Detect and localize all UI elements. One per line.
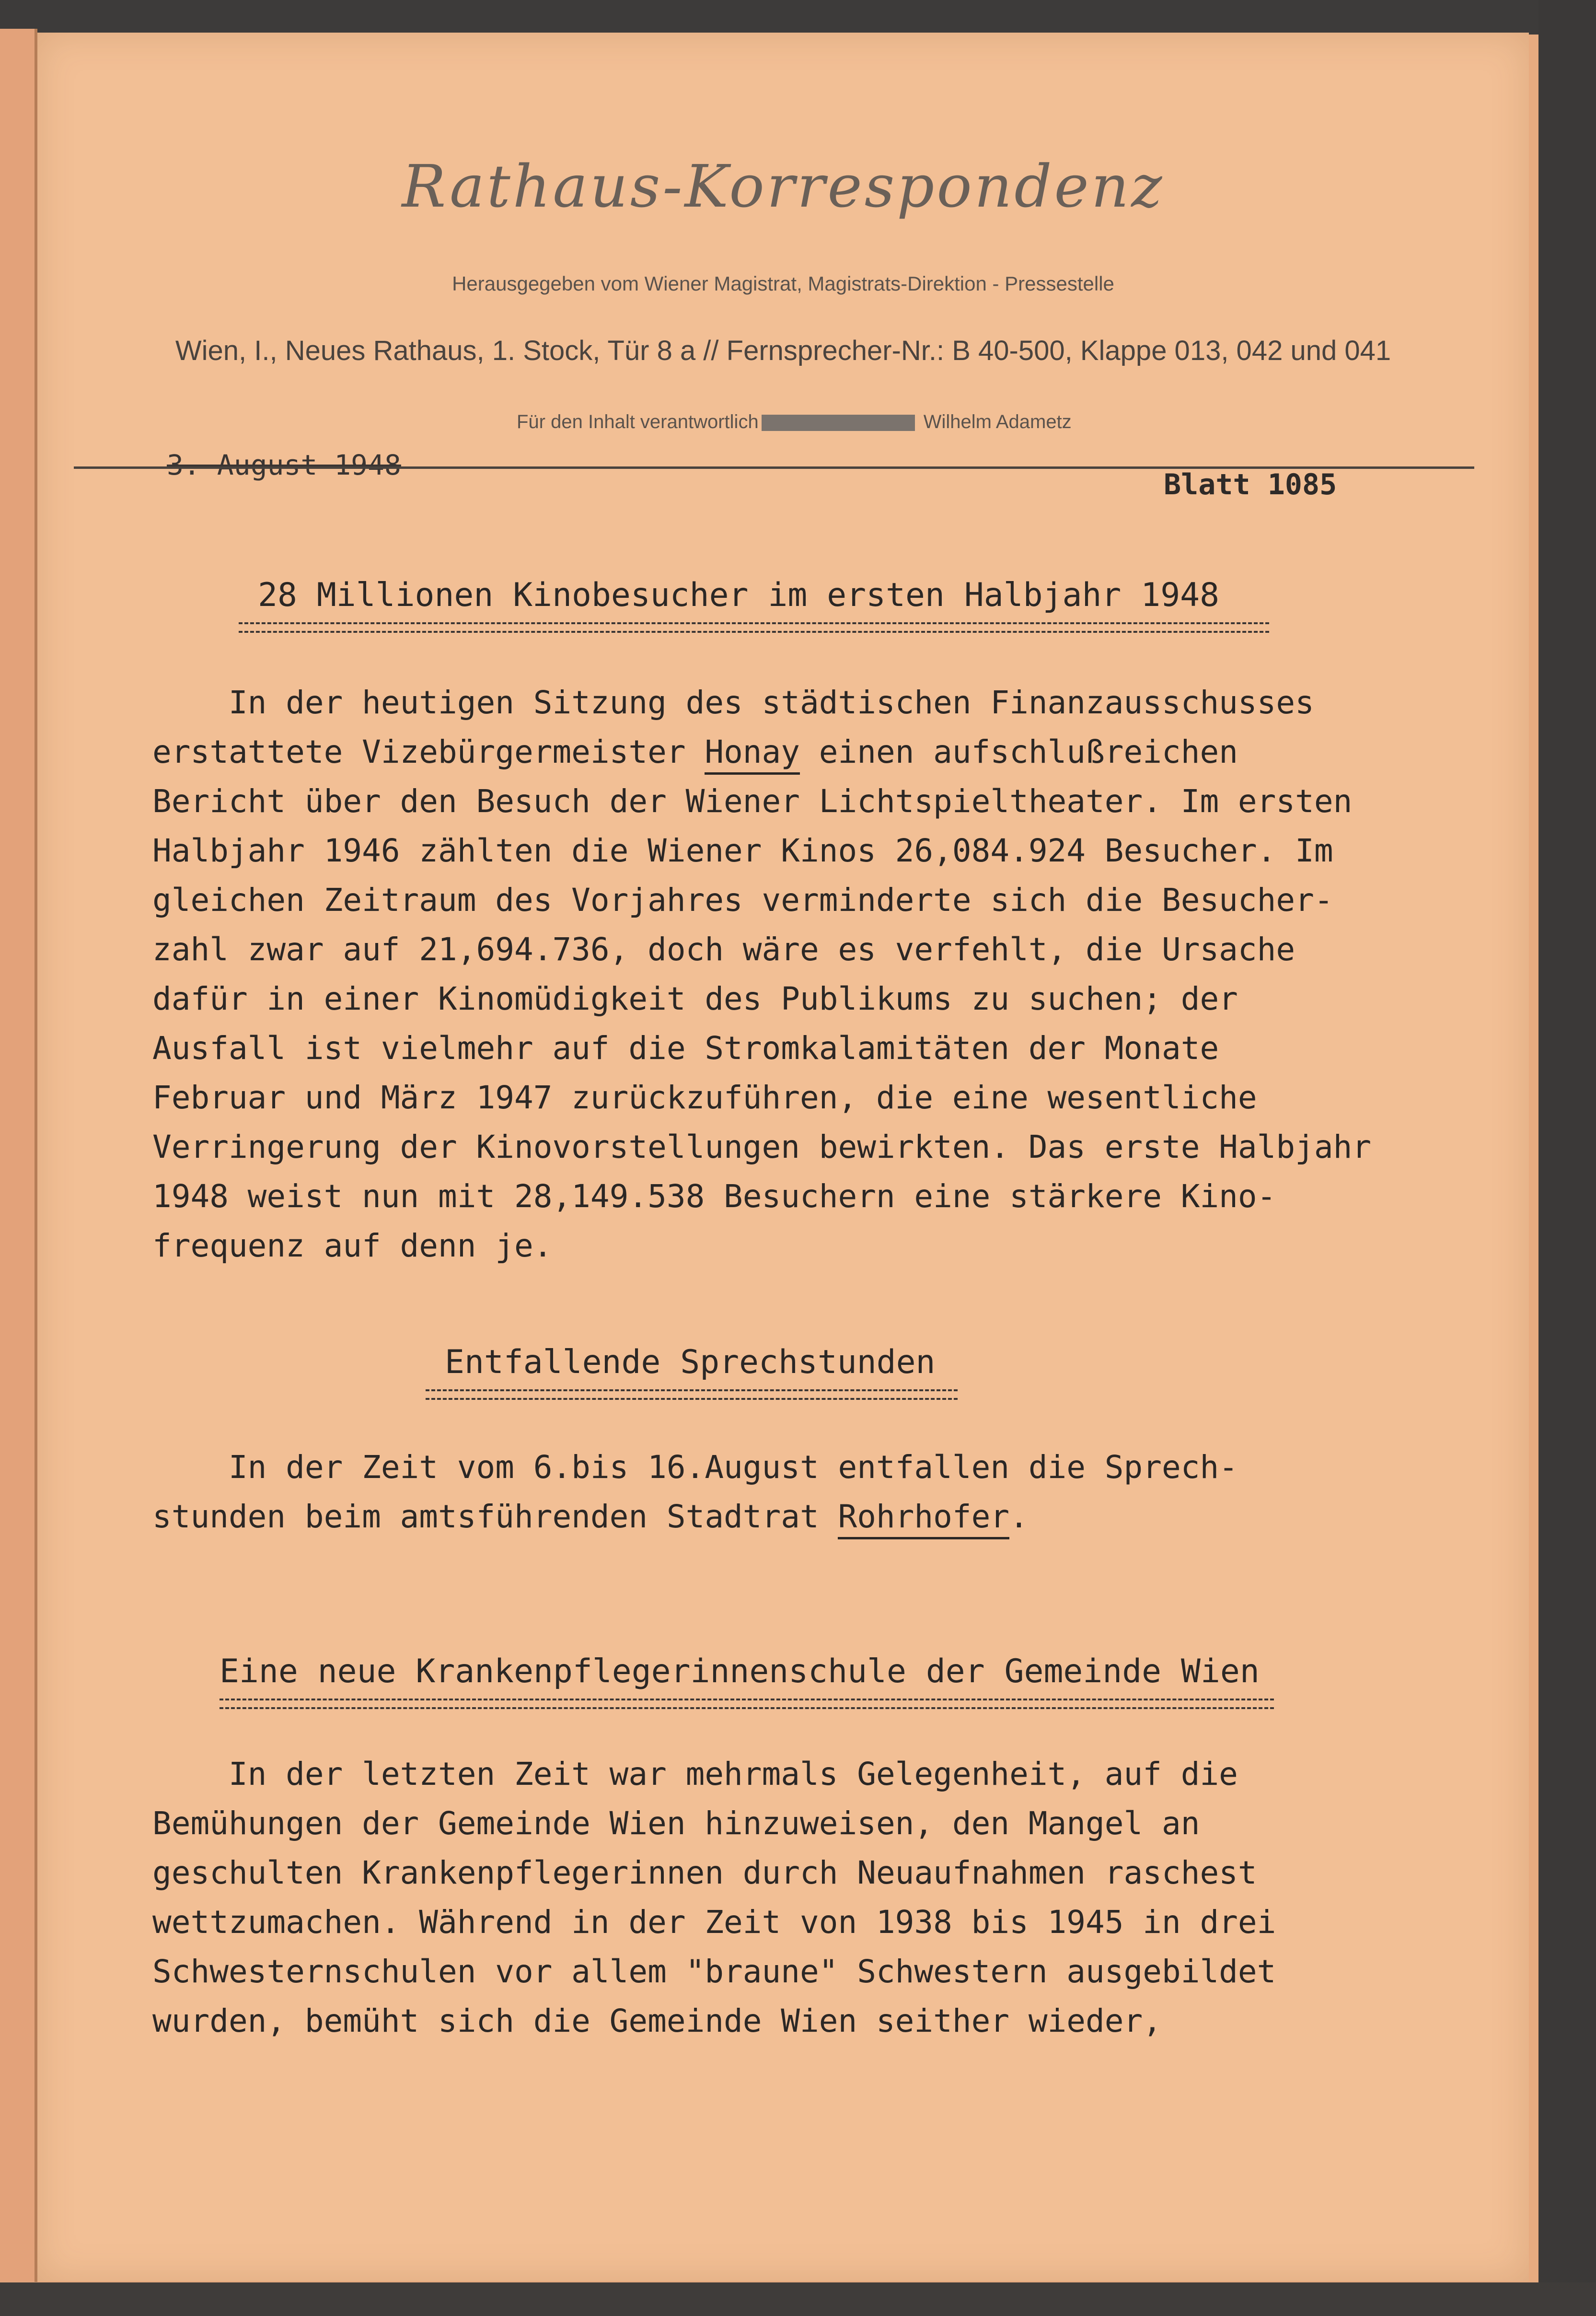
article-title-nursing-school: Eine neue Krankenpflegerinnenschule der Gemeinde Wien — [220, 1653, 1260, 1690]
document-page — [37, 33, 1529, 2281]
article-line: wurden, bemüht sich die Gemeinde Wien seither wieder, — [152, 2002, 1162, 2039]
article-line: wettzumachen. Während in der Zeit von 1938 bis 1945 in drei — [152, 1904, 1276, 1941]
article-line: erstattete Vizebürgermeister — [152, 733, 705, 770]
responsible-line — [517, 411, 1284, 433]
article-line: . — [1009, 1498, 1029, 1535]
article-line: In der letzten Zeit war mehrmals Gelegenheit, auf die — [152, 1756, 1238, 1792]
article-line: dafür in einer Kinomüdigkeit des Publikums zu suchen; der — [152, 980, 1238, 1017]
article-line: In der heutigen Sitzung des städtischen Finanzausschusses — [152, 684, 1314, 721]
address-line: Wien, I., Neues Rathaus, 1. Stock, Tür 8 a // Fernsprecher-Nr.: B 40-500, Klappe 013, 042 und 041 — [175, 335, 1391, 366]
article-line: Ausfall ist vielmehr auf die Stromkalamitäten der Monate — [152, 1030, 1219, 1067]
person-rohrhofer: Rohrhofer — [838, 1498, 1009, 1539]
responsible-name: Wilhelm Adametz — [923, 411, 1072, 432]
article-line: frequenz auf denn je. — [152, 1227, 553, 1264]
article-line: Bemühungen der Gemeinde Wien hinzuweisen, den Mangel an — [152, 1805, 1200, 1842]
article-line: Verringerung der Kinovorstellungen bewirkten. Das erste Halbjahr — [152, 1129, 1372, 1165]
article-line: Bericht über den Besuch der Wiener Lichtspieltheater. Im ersten — [152, 783, 1353, 820]
article-line: einen aufschlußreichen — [800, 733, 1238, 770]
article-line: Februar und März 1947 zurückzuführen, die eine wesentliche — [152, 1079, 1257, 1116]
responsible-prefix: Für den Inhalt verantwortlich — [517, 411, 759, 432]
article-line: 1948 weist nun mit 28,149.538 Besuchern eine stärkere Kino- — [152, 1178, 1276, 1215]
article-line: In der Zeit vom 6.bis 16.August entfallen die Sprech- — [152, 1449, 1238, 1486]
scan-right-edge — [1538, 0, 1596, 2316]
article-line: Halbjahr 1946 zählten die Wiener Kinos 26,084.924 Besucher. Im — [152, 832, 1333, 869]
person-honay: Honay — [705, 733, 800, 775]
article-title-cinema: 28 Millionen Kinobesucher im ersten Halbjahr 1948 — [258, 576, 1220, 614]
sheet-number: Blatt 1085 — [1164, 468, 1337, 501]
masthead-title: Rathaus-Korrespondenz — [402, 152, 1165, 221]
article-line: zahl zwar auf 21,694.736, doch wäre es verfehlt, die Ursache — [152, 931, 1295, 968]
article-title-office-hours: Entfallende Sprechstunden — [445, 1343, 936, 1381]
issue-date: 3. August 1948 — [167, 449, 401, 481]
scan-top-edge — [0, 0, 1596, 35]
article-line: geschulten Krankenpflegerinnen durch Neuaufnahmen raschest — [152, 1854, 1257, 1891]
scan-bottom-edge — [0, 2282, 1596, 2316]
title-double-rule — [426, 1389, 958, 1400]
redacted-name-mark — [762, 415, 915, 431]
article-line-rohrhofer — [152, 1498, 1029, 1535]
adjacent-page-edge — [0, 29, 37, 2282]
title-double-rule — [220, 1699, 1274, 1709]
article-line: stunden beim amtsführenden Stadtrat — [152, 1498, 838, 1535]
title-double-rule — [239, 622, 1269, 633]
article-line: Schwesternschulen vor allem "braune" Schwestern ausgebildet — [152, 1953, 1276, 1990]
publisher-line: Herausgegeben vom Wiener Magistrat, Magistrats-Direktion - Pressestelle — [452, 272, 1114, 295]
article-line-honay — [152, 733, 1238, 770]
article-line: gleichen Zeitraum des Vorjahres verminderte sich die Besucher- — [152, 882, 1333, 919]
